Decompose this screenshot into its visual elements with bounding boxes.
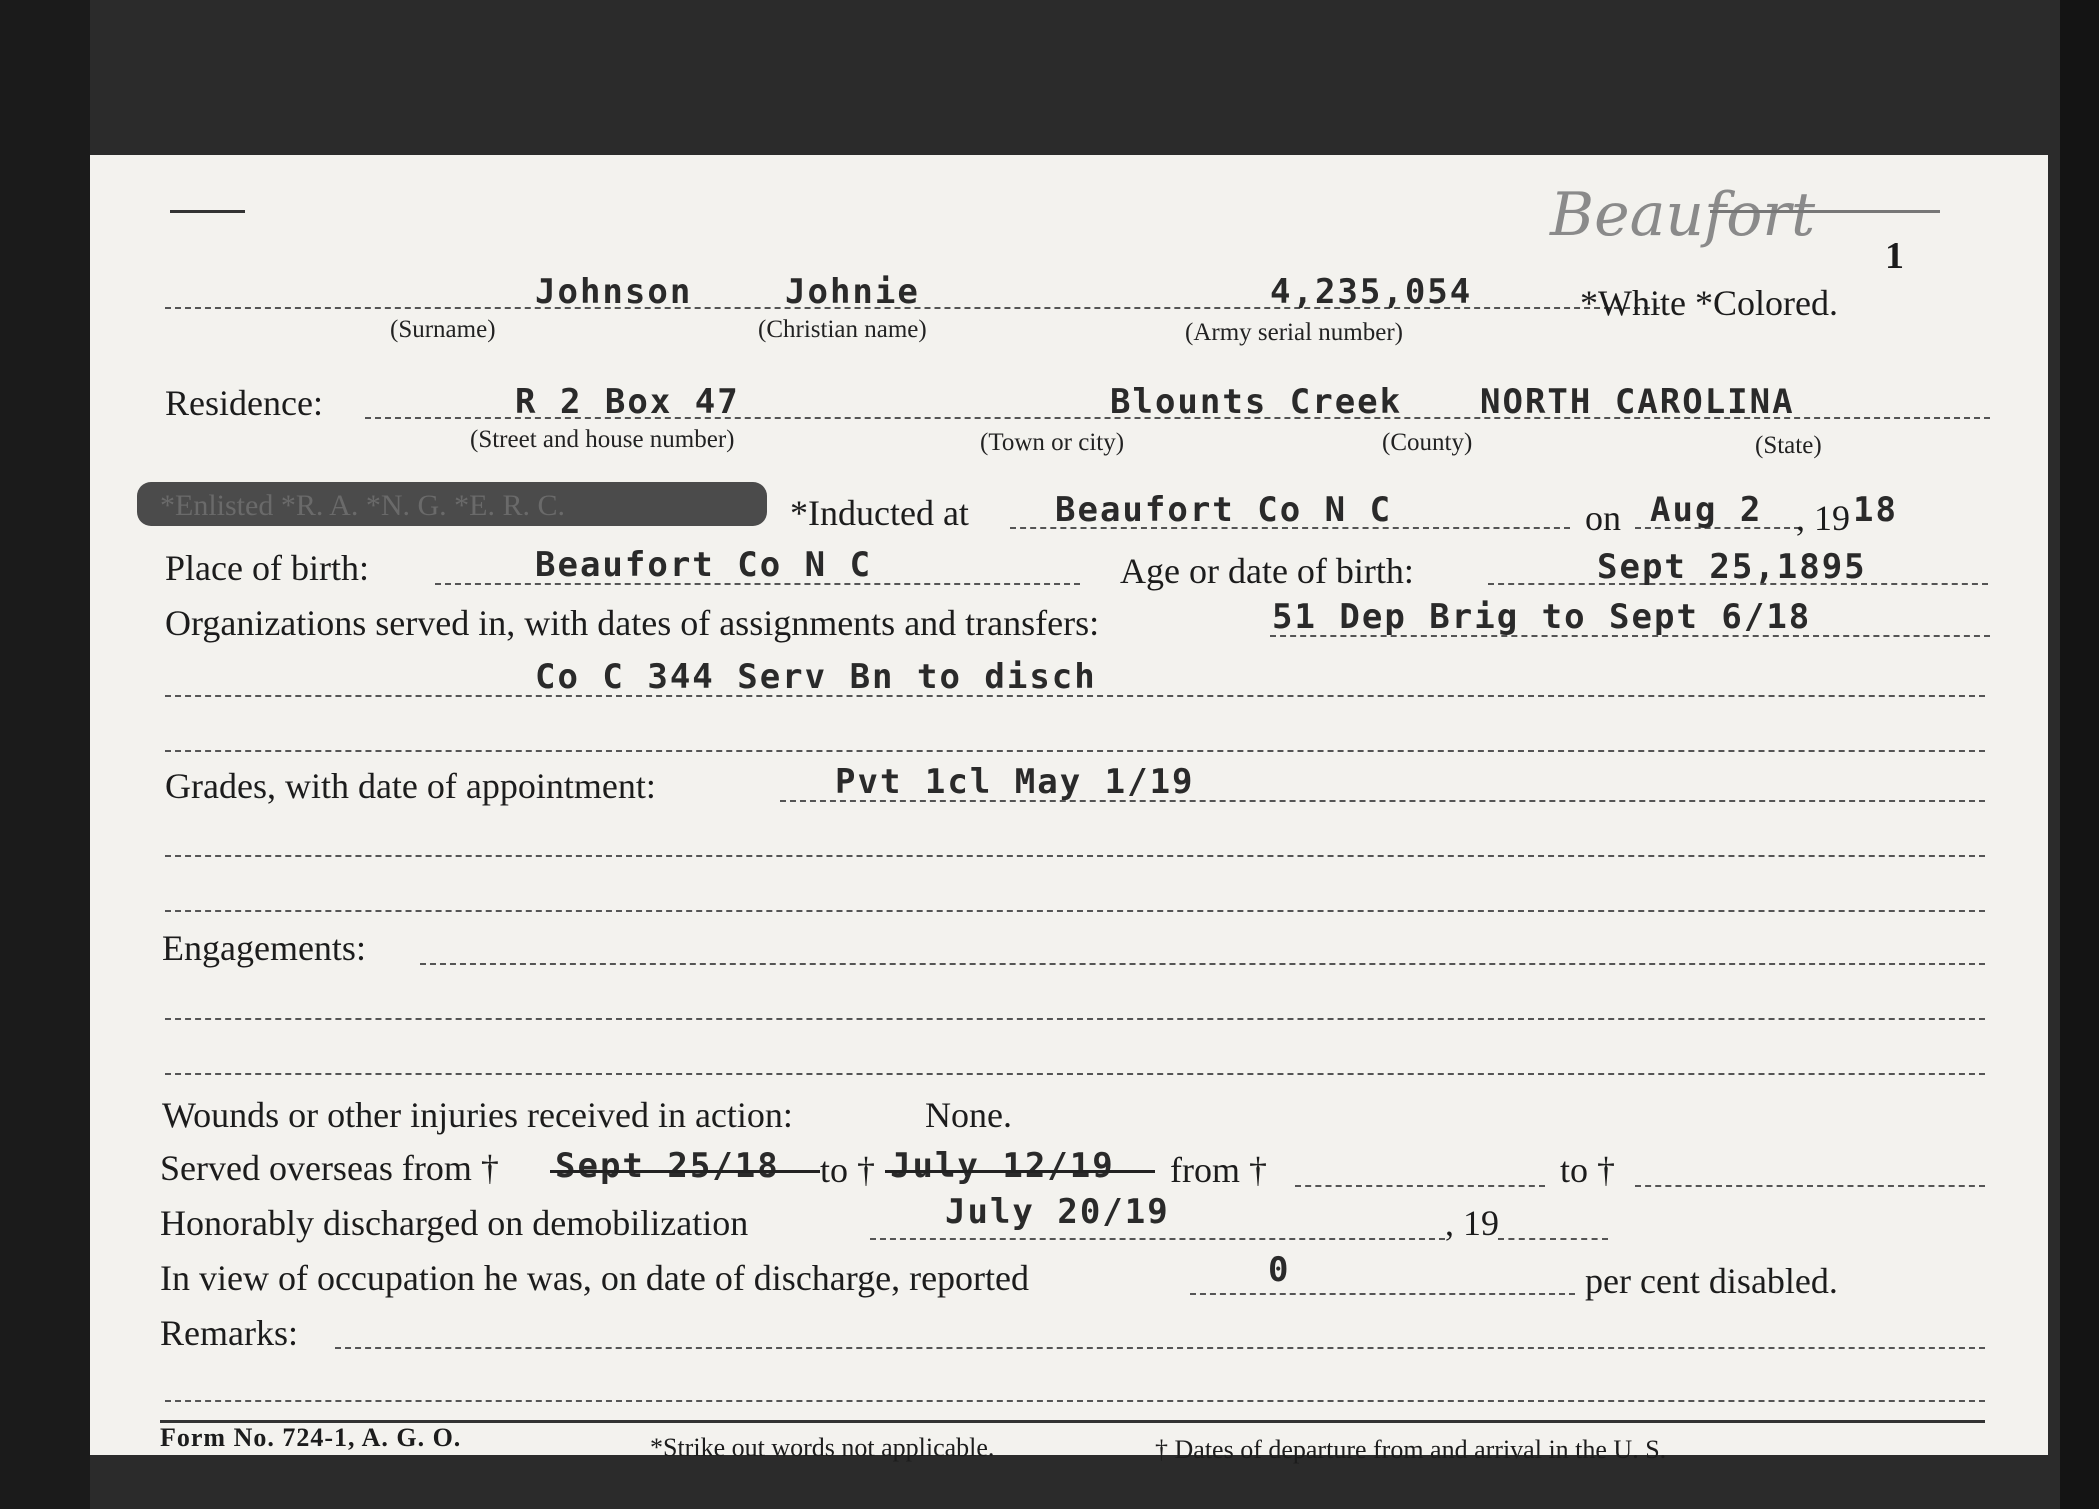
overseas-to-line-2 bbox=[1635, 1185, 1985, 1187]
footnote-dates: † Dates of departure from and arrival in the U. S. bbox=[1155, 1435, 1667, 1464]
wounds-value: None. bbox=[925, 1095, 1012, 1135]
overseas-to-label-2: to † bbox=[1560, 1150, 1616, 1190]
card-number: 1 bbox=[1885, 235, 1904, 277]
surname: Johnson bbox=[535, 272, 693, 312]
on-label: on bbox=[1585, 498, 1621, 538]
town-caption: (Town or city) bbox=[980, 429, 1125, 456]
county-underline bbox=[1710, 210, 1940, 213]
overseas-to-label: to † bbox=[820, 1150, 876, 1190]
discharge-year-line bbox=[1498, 1238, 1608, 1240]
army-serial-number: 4,235,054 bbox=[1270, 272, 1473, 312]
inducted-place: Beaufort Co N C bbox=[1055, 490, 1393, 530]
street-caption: (Street and house number) bbox=[470, 426, 735, 453]
overseas-to-date: July 12/19 bbox=[890, 1146, 1115, 1186]
remarks-line-1 bbox=[335, 1347, 1985, 1349]
place-of-birth-label: Place of birth: bbox=[165, 548, 369, 588]
grades-value: Pvt 1cl May 1/19 bbox=[835, 762, 1195, 802]
discharge-year-prefix: , 19 bbox=[1445, 1203, 1499, 1243]
organizations-label: Organizations served in, with dates of assignments and transfers: bbox=[165, 603, 1100, 643]
birth-date: Sept 25,1895 bbox=[1597, 547, 1867, 587]
engagements-line-1 bbox=[420, 963, 1985, 965]
grades-line-3 bbox=[165, 910, 1985, 912]
disability-suffix: per cent disabled. bbox=[1585, 1261, 1838, 1301]
footnote-strike: *Strike out words not applicable. bbox=[650, 1433, 995, 1462]
organizations-value-1: 51 Dep Brig to Sept 6/18 bbox=[1272, 597, 1812, 637]
disability-label: In view of occupation he was, on date of discharge, reported bbox=[160, 1258, 1030, 1298]
county-caption: (County) bbox=[1382, 429, 1473, 456]
residence-street: R 2 Box 47 bbox=[515, 382, 740, 422]
induction-date: Aug 2 bbox=[1650, 490, 1763, 530]
overseas-from-line-2 bbox=[1295, 1185, 1545, 1187]
birth-date-label: Age or date of birth: bbox=[1120, 551, 1414, 591]
residence-label: Residence: bbox=[165, 383, 323, 423]
discharge-line bbox=[870, 1238, 1445, 1240]
left-binding-edge bbox=[0, 0, 90, 1509]
discharge-date: July 20/19 bbox=[945, 1192, 1170, 1232]
induction-year-prefix: , 19 bbox=[1796, 498, 1850, 538]
service-record-card bbox=[90, 155, 2048, 1464]
inducted-label: *Inducted at bbox=[790, 493, 969, 533]
grades-label: Grades, with date of appointment: bbox=[165, 766, 656, 806]
right-binding-edge bbox=[2060, 0, 2099, 1509]
discharge-label: Honorably discharged on demobilization bbox=[160, 1203, 749, 1243]
state-caption: (State) bbox=[1755, 432, 1822, 459]
surname-caption: (Surname) bbox=[390, 316, 496, 343]
christian-caption: (Christian name) bbox=[758, 316, 927, 343]
organizations-value-2: Co C 344 Serv Bn to disch bbox=[535, 657, 1097, 697]
grades-line-2 bbox=[165, 855, 1985, 857]
enlisted-options: *Enlisted *R. A. *N. G. *E. R. C. bbox=[160, 489, 566, 522]
overseas-to-strike bbox=[885, 1170, 1155, 1173]
overseas-from-strike bbox=[550, 1170, 820, 1173]
place-of-birth: Beaufort Co N C bbox=[535, 545, 873, 585]
induction-year: 18 bbox=[1853, 490, 1898, 530]
engagements-line-2 bbox=[165, 1018, 1985, 1020]
top-left-rule bbox=[170, 210, 245, 213]
overseas-from-date: Sept 25/18 bbox=[555, 1146, 780, 1186]
residence-county: Blounts Creek bbox=[1110, 382, 1403, 422]
disability-line bbox=[1190, 1293, 1575, 1295]
race-options: *White *Colored. bbox=[1580, 283, 1838, 323]
christian-name: Johnie bbox=[785, 272, 920, 312]
remarks-line-2 bbox=[165, 1400, 1985, 1402]
form-number: Form No. 724-1, A. G. O. bbox=[160, 1423, 462, 1452]
disability-value: 0 bbox=[1268, 1250, 1291, 1290]
serial-caption: (Army serial number) bbox=[1185, 319, 1403, 346]
overseas-label: Served overseas from † bbox=[160, 1148, 499, 1188]
engagements-line-3 bbox=[165, 1073, 1985, 1075]
organizations-line-3 bbox=[165, 750, 1985, 752]
residence-state: NORTH CAROLINA bbox=[1480, 382, 1795, 422]
engagements-label: Engagements: bbox=[162, 928, 366, 968]
remarks-label: Remarks: bbox=[160, 1313, 298, 1353]
wounds-label: Wounds or other injuries received in action: bbox=[162, 1095, 793, 1135]
stamp-county: Beaufort bbox=[1550, 180, 1816, 250]
overseas-from-label-2: from † bbox=[1170, 1150, 1267, 1190]
